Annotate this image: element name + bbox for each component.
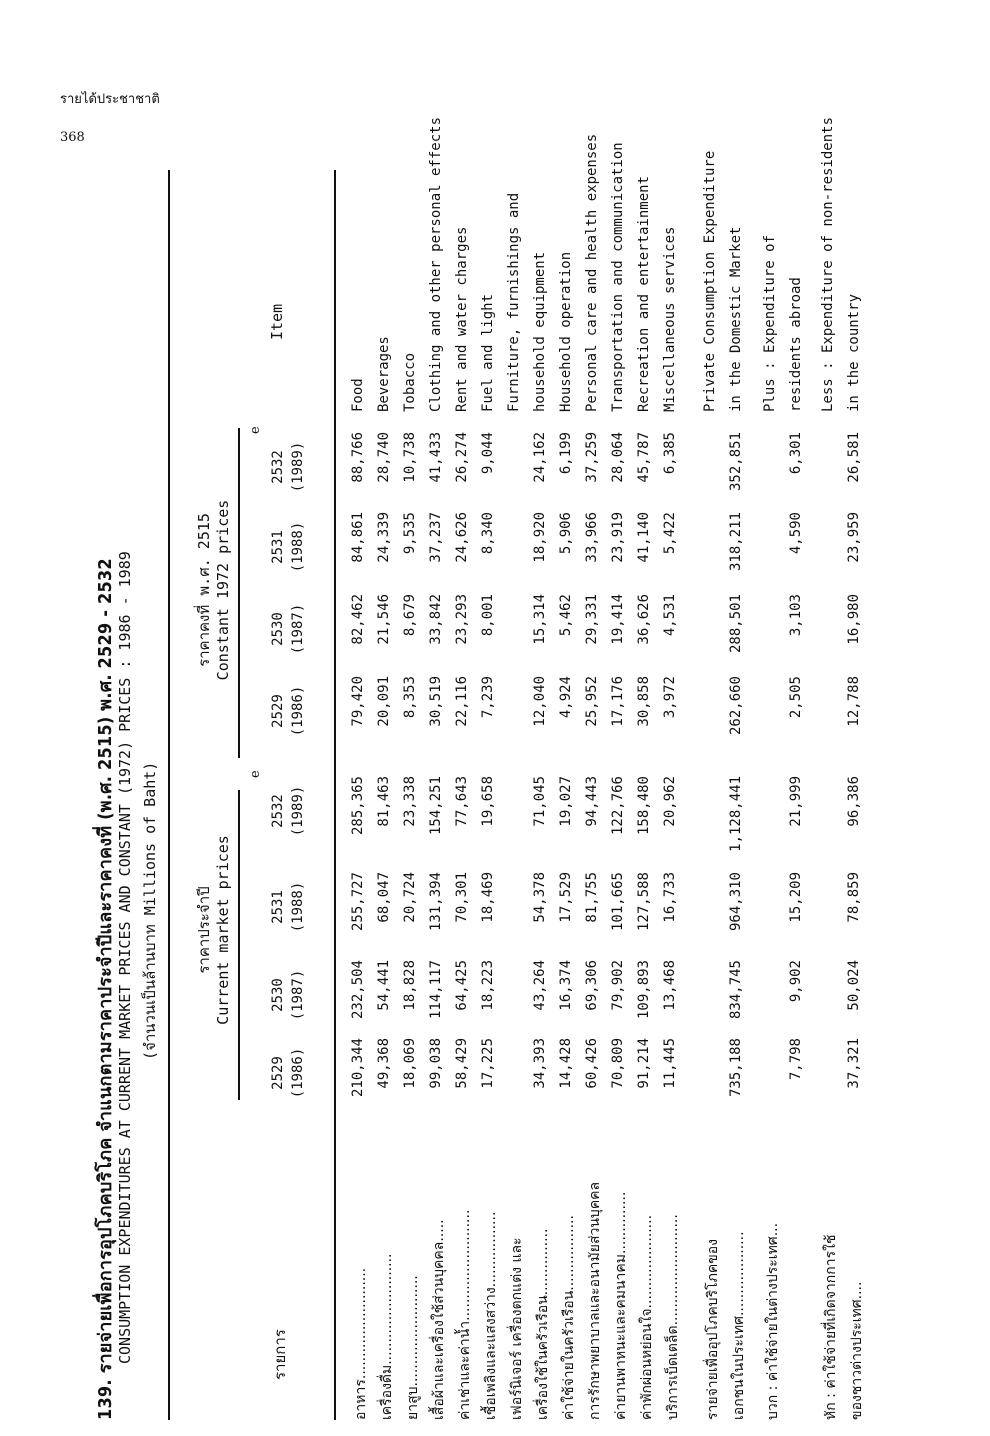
cell-value: 30,519 [428,676,444,727]
cell-value: 18,920 [532,512,548,563]
cell-value: 58,429 [454,1038,470,1089]
cell-value: 11,445 [662,1038,678,1089]
year-ce: (1988) [290,881,306,933]
table-row [846,170,872,1420]
year-header [268,590,308,668]
cell-value: 3,972 [662,676,678,719]
year-be: 2529 [270,1056,286,1090]
cell-value: 91,214 [636,1038,652,1089]
year-ce: (1987) [290,603,306,655]
year-header [268,868,308,946]
cell-value: 8,001 [480,594,496,637]
cell-value: 96,386 [846,776,862,827]
table-row [428,116,454,1420]
cell-value: 8,353 [402,676,418,719]
cell-value: 68,047 [376,872,392,923]
cell-value: 964,310 [728,872,744,932]
cell-value: 8,679 [402,594,418,637]
header-rule [334,170,336,1420]
row-label-th: เฟอร์นิเจอร์ เครื่องตกแต่ง และ [509,1237,525,1420]
row-label-th: บริการเบ็ดเตล็ด......................... [665,1214,681,1420]
cell-value: 122,766 [610,776,626,836]
cell-value: 210,344 [350,1038,366,1098]
cell-value: 37,259 [584,432,600,483]
cell-value: 158,480 [636,776,652,836]
row-label-th: เครื่องดื่ม......................... [379,1253,395,1420]
row-label-en: Transportation and communication [610,142,626,412]
row-label-en: Beverages [376,336,392,412]
cell-value: 262,660 [728,676,744,736]
estimate-mark: e [248,426,263,434]
cell-value: 64,425 [454,960,470,1011]
cell-value: 36,626 [636,594,652,645]
cell-value: 79,420 [350,676,366,727]
row-label-en: Less : Expenditure of non-residents [820,116,836,412]
table-row [350,170,376,1420]
table-row [702,150,728,1420]
group-current-en: Current market prices [214,835,232,1025]
cell-value: 7,798 [788,1038,804,1081]
cell-value: 24,626 [454,512,470,563]
cell-value: 41,433 [428,432,444,483]
cell-value: 16,980 [846,594,862,645]
cell-value: 54,441 [376,960,392,1011]
cell-value: 21,546 [376,594,392,645]
year-ce: (1989) [290,785,306,837]
cell-value: 13,468 [662,960,678,1011]
cell-value: 5,906 [558,512,574,555]
cell-value: 4,924 [558,676,574,719]
cell-value: 43,264 [532,960,548,1011]
row-label-en: Tobacco [402,352,418,412]
table-row [762,170,788,1420]
cell-value: 18,469 [480,872,496,923]
row-label-en: residents abroad [788,277,804,412]
row-label-th: ค่ายานพาหนะและคมนาคม.............. [613,1191,629,1420]
row-label-en: Fuel and light [480,293,496,412]
cell-value: 6,301 [788,432,804,475]
cell-value: 24,339 [376,512,392,563]
cell-value: 19,658 [480,776,496,827]
cell-value: 79,902 [610,960,626,1011]
cell-value: 15,314 [532,594,548,645]
cell-value: 18,828 [402,960,418,1011]
cell-value: 30,858 [636,676,652,727]
row-label-th: ค่าใช้จ่ายในครัวเรือน................. [561,1215,577,1420]
cell-value: 81,463 [376,776,392,827]
row-label-th: อาหาร......................... [353,1267,369,1420]
cell-value: 12,040 [532,676,548,727]
cell-value: 2,505 [788,676,804,719]
table-row [376,170,402,1420]
cell-value: 17,529 [558,872,574,923]
cell-value: 26,274 [454,432,470,483]
cell-value: 22,116 [454,676,470,727]
cell-value: 45,787 [636,432,652,483]
cell-value: 28,740 [376,432,392,483]
row-label-en: Personal care and health expenses [584,133,600,412]
cell-value: 70,809 [610,1038,626,1089]
cell-value: 127,588 [636,872,652,932]
table-title: 139. รายจ่ายเพื่อการอุปโภคบริโภค จำแนกตามราคาประจำปีและราคาคงที่ (พ.ศ. 2515) พ.ศ. 2529 - 2532 [95,558,116,1420]
row-label-en: Household operation [558,251,574,412]
cell-value: 23,293 [454,594,470,645]
cell-value: 50,024 [846,960,862,1011]
year-be: 2529 [270,694,286,728]
row-label-en: Recreation and entertainment [636,175,652,412]
row-label-en: household equipment [532,251,548,412]
year-ce: (1986) [290,685,306,737]
cell-value: 6,385 [662,432,678,475]
table-row [402,170,428,1420]
table-row [820,116,846,1420]
cell-value: 7,239 [480,676,496,719]
cell-value: 99,038 [428,1038,444,1089]
cell-value: 9,044 [480,432,496,475]
cell-value: 26,581 [846,432,862,483]
cell-value: 71,045 [532,776,548,827]
group-constant-line [238,428,240,758]
cell-value: 12,788 [846,676,862,727]
cell-value: 255,727 [350,872,366,932]
year-be: 2532 [270,450,286,484]
year-header [268,428,308,506]
row-label-en: Furniture, furnishings and [506,192,522,412]
row-label-th: หัก : ค่าใช้จ่ายที่เกิดจากการใช้ [823,1234,839,1420]
cell-value: 37,321 [846,1038,862,1089]
row-label-en: Private Consumption Expenditure [702,150,718,412]
cell-value: 17,225 [480,1038,496,1089]
table-title-en: CONSUMPTION EXPENDITURES AT CURRENT MARKET PRICES AND CONSTANT (1972) PRICES : 1986 - 1989 [116,551,134,1364]
cell-value: 5,462 [558,594,574,637]
table-row [480,170,506,1420]
table-row [636,170,662,1420]
cell-value: 3,103 [788,594,804,637]
cell-value: 20,724 [402,872,418,923]
cell-value: 84,861 [350,512,366,563]
cell-value: 41,140 [636,512,652,563]
cell-value: 8,340 [480,512,496,555]
cell-value: 20,962 [662,776,678,827]
row-label-th: ยาสูบ......................... [405,1275,421,1420]
group-current-line [238,790,240,1100]
estimate-mark: e [248,770,263,778]
cell-value: 16,374 [558,960,574,1011]
cell-value: 23,338 [402,776,418,827]
row-label-th: ของชาวต่างประเทศ.... [849,1281,865,1420]
cell-value: 4,531 [662,594,678,637]
cell-value: 81,755 [584,872,600,923]
cell-value: 33,842 [428,594,444,645]
year-header [268,956,308,1034]
cell-value: 5,422 [662,512,678,555]
cell-value: 49,368 [376,1038,392,1089]
year-be: 2531 [270,890,286,924]
row-label-en: Food [350,378,366,412]
cell-value: 10,738 [402,432,418,483]
year-be: 2532 [270,794,286,828]
row-label-en: Plus : Expenditure of [762,234,778,412]
cell-value: 24,162 [532,432,548,483]
cell-value: 154,251 [428,776,444,836]
table-row [532,170,558,1420]
table-row [728,170,754,1420]
year-header [268,508,308,586]
year-header [268,772,308,850]
year-be: 2530 [270,612,286,646]
table-row [558,170,584,1420]
cell-value: 1,128,441 [728,776,744,852]
row-label-th: บวก : ค่าใช้จ่ายในต่างประเทศ... [765,1222,781,1420]
cell-value: 33,966 [584,512,600,563]
cell-value: 69,306 [584,960,600,1011]
year-ce: (1989) [290,441,306,493]
row-label-th: ค่าเช่าและค่าน้ำ......................... [457,1209,473,1420]
unit-text: (จำนวนเป็นล้านบาท Millions of Baht) [141,761,159,1060]
cell-value: 78,859 [846,872,862,923]
row-label-th: รายจ่ายเพื่ออุปโภคบริโภคของ [705,1238,721,1420]
cell-value: 60,426 [584,1038,600,1089]
row-label-en: Clothing and other personal effects [428,116,444,412]
row-label-th: เชื้อเพลิงและแสงสว่าง................. [483,1211,499,1420]
cell-value: 70,301 [454,872,470,923]
cell-value: 6,199 [558,432,574,475]
col-item-th: รายการ [271,1329,289,1380]
cell-value: 114,117 [428,960,444,1020]
col-item-en: Item [268,303,286,340]
cell-value: 4,590 [788,512,804,555]
table-row [506,170,532,1420]
cell-value: 101,665 [610,872,626,932]
year-header [268,1034,308,1112]
cell-value: 14,428 [558,1038,574,1089]
row-label-th: ค่าพักผ่อนหย่อนใจ..................... [639,1214,655,1420]
cell-value: 94,443 [584,776,600,827]
top-rule [168,170,170,1420]
cell-value: 18,069 [402,1038,418,1089]
cell-value: 109,893 [636,960,652,1020]
group-constant-en: Constant 1972 prices [214,499,232,681]
row-label-en: in the Domestic Market [728,226,744,412]
cell-value: 54,378 [532,872,548,923]
row-label-th: เอกชนในประเทศ................... [731,1231,747,1420]
cell-value: 29,331 [584,594,600,645]
cell-value: 21,999 [788,776,804,827]
row-label-en: Miscellaneous services [662,226,678,412]
year-ce: (1987) [290,969,306,1021]
table-row [454,170,480,1420]
cell-value: 19,027 [558,776,574,827]
cell-value: 9,535 [402,512,418,555]
cell-value: 131,394 [428,872,444,932]
cell-value: 82,462 [350,594,366,645]
cell-value: 17,176 [610,676,626,727]
cell-value: 28,064 [610,432,626,483]
year-be: 2530 [270,978,286,1012]
row-label-th: เครื่องใช้ในครัวเรือน............... [535,1228,551,1420]
cell-value: 34,393 [532,1038,548,1089]
row-label-en: Rent and water charges [454,226,470,412]
year-be: 2531 [270,530,286,564]
cell-value: 23,959 [846,512,862,563]
cell-value: 20,091 [376,676,392,727]
row-label-th: เสื้อผ้าและเครื่องใช้ส่วนบุคคล..... [431,1219,447,1420]
cell-value: 16,733 [662,872,678,923]
cell-value: 77,643 [454,776,470,827]
cell-value: 352,851 [728,432,744,492]
cell-value: 834,745 [728,960,744,1020]
cell-value: 18,223 [480,960,496,1011]
group-constant-th: ราคาคงที่ พ.ศ. 2515 [195,513,213,667]
cell-value: 37,237 [428,512,444,563]
table-row [584,133,610,1420]
running-title: รายได้ประชาชาติ [60,92,160,107]
cell-value: 288,501 [728,594,744,654]
cell-value: 88,766 [350,432,366,483]
row-label-th: การรักษาพยาบาลและอนามัยส่วนบุคคล [587,1181,603,1420]
table-row [788,170,814,1420]
row-label-en: in the country [846,293,862,412]
cell-value: 19,414 [610,594,626,645]
year-ce: (1988) [290,521,306,573]
cell-value: 735,188 [728,1038,744,1098]
page-number: 368 [60,130,85,145]
cell-value: 23,919 [610,512,626,563]
cell-value: 9,902 [788,960,804,1003]
cell-value: 285,365 [350,776,366,836]
cell-value: 232,504 [350,960,366,1020]
cell-value: 318,211 [728,512,744,572]
year-ce: (1986) [290,1047,306,1099]
table-row [662,170,688,1420]
year-header [268,672,308,750]
cell-value: 15,209 [788,872,804,923]
cell-value: 25,952 [584,676,600,727]
group-current-th: ราคาประจำปี [195,886,213,974]
rotated-table [72,116,922,1420]
table-row [610,142,636,1420]
